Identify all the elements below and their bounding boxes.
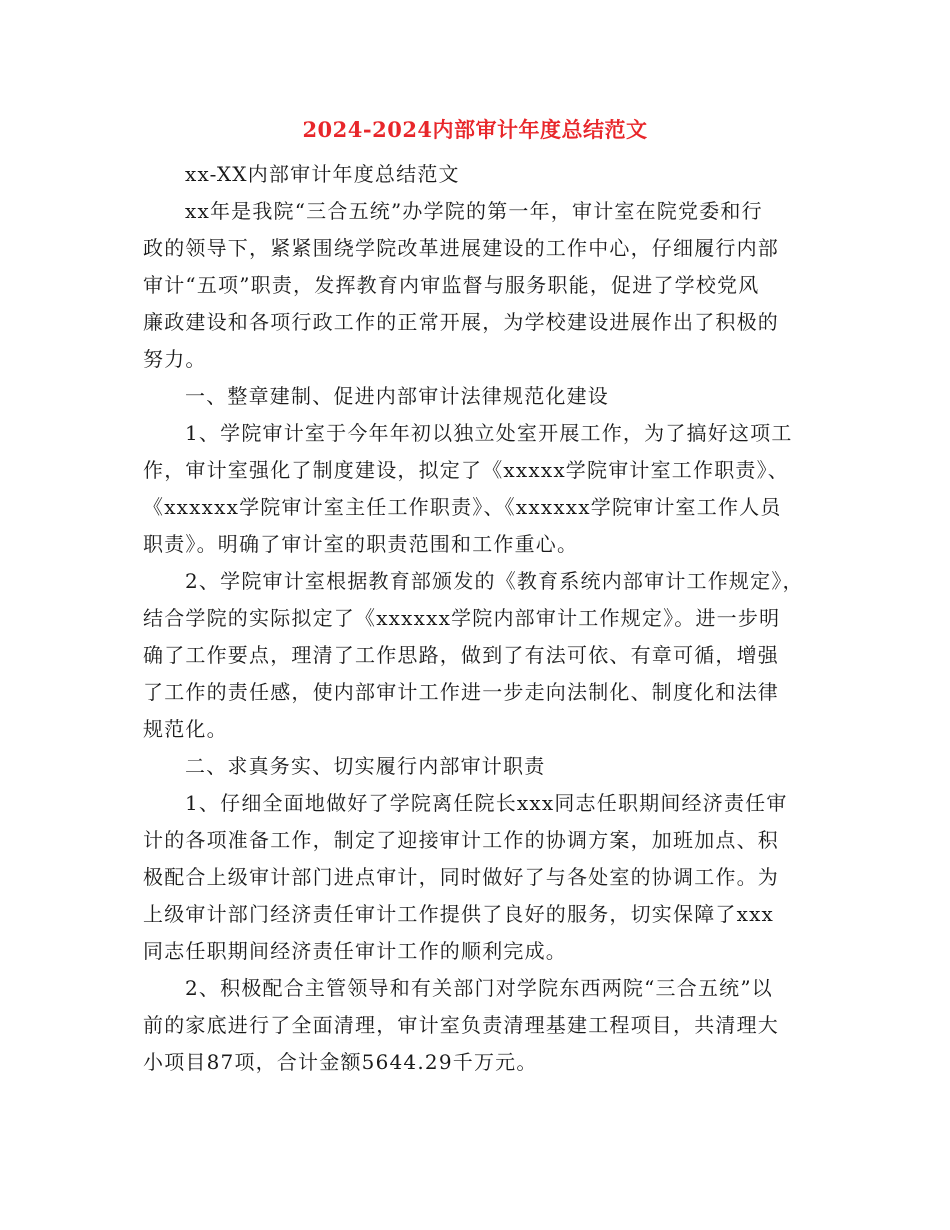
paragraph-line: 《xxxxxx学院审计室主任工作职责》、《xxxxxx学院审计室工作人员 [143, 495, 782, 519]
document-title: 2024-2024内部审计年度总结范文 [302, 117, 648, 142]
paragraph-line: 2、积极配合主管领导和有关部门对学院东西两院“三合五统”以 [185, 976, 773, 1000]
paragraph-line: 同志任职期间经济责任审计工作的顺利完成。 [143, 939, 567, 963]
doc-subtitle-line: xx-XX内部审计年度总结范文 [185, 162, 460, 186]
paragraph-line: 政的领导下，紧紧围绕学院改革进展建设的工作中心，仔细履行内部 [143, 236, 779, 260]
paragraph-line: 确了工作要点，理清了工作思路，做到了有法可依、有章可循，增强 [143, 643, 779, 667]
section-heading: 二、求真务实、切实履行内部审计职责 [185, 754, 546, 778]
section-heading: 一、整章建制、促进内部审计法律规范化建设 [185, 384, 609, 408]
paragraph-line: 规范化。 [143, 717, 228, 741]
paragraph-line: 前的家底进行了全面清理，审计室负责清理基建工程项目，共清理大 [143, 1013, 779, 1037]
paragraph-line: 了工作的责任感，使内部审计工作进一步走向法制化、制度化和法律 [143, 680, 779, 704]
paragraph-line: 2、学院审计室根据教育部颁发的《教育系统内部审计工作规定》， [185, 569, 804, 593]
paragraph-line: 努力。 [143, 347, 207, 371]
paragraph-line: 审计“五项”职责，发挥教育内审监督与服务职能，促进了学校党风 [143, 273, 760, 297]
paragraph-line: xx年是我院“三合五统”办学院的第一年，审计室在院党委和行 [185, 199, 763, 223]
paragraph-line: 计的各项准备工作，制定了迎接审计工作的协调方案，加班加点、积 [143, 828, 779, 852]
paragraph-line: 1、仔细全面地做好了学院离任院长xxx同志任职期间经济责任审 [185, 791, 788, 815]
paragraph-line: 廉政建设和各项行政工作的正常开展，为学校建设进展作出了积极的 [143, 310, 779, 334]
paragraph-line: 作，审计室强化了制度建设，拟定了《xxxxx学院审计室工作职责》、 [143, 458, 789, 482]
paragraph-line: 结合学院的实际拟定了《xxxxxx学院内部审计工作规定》。进一步明 [143, 606, 781, 630]
paragraph-line: 小项目87项，合计金额5644.29千万元。 [143, 1050, 538, 1074]
paragraph-line: 上级审计部门经济责任审计工作提供了良好的服务，切实保障了xxx [143, 902, 775, 926]
paragraph-line: 极配合上级审计部门进点审计，同时做好了与各处室的协调工作。为 [143, 865, 779, 889]
paragraph-line: 1、学院审计室于今年年初以独立处室开展工作，为了搞好这项工 [185, 421, 793, 445]
paragraph-line: 职责》。明确了审计室的职责范围和工作重心。 [143, 532, 579, 556]
